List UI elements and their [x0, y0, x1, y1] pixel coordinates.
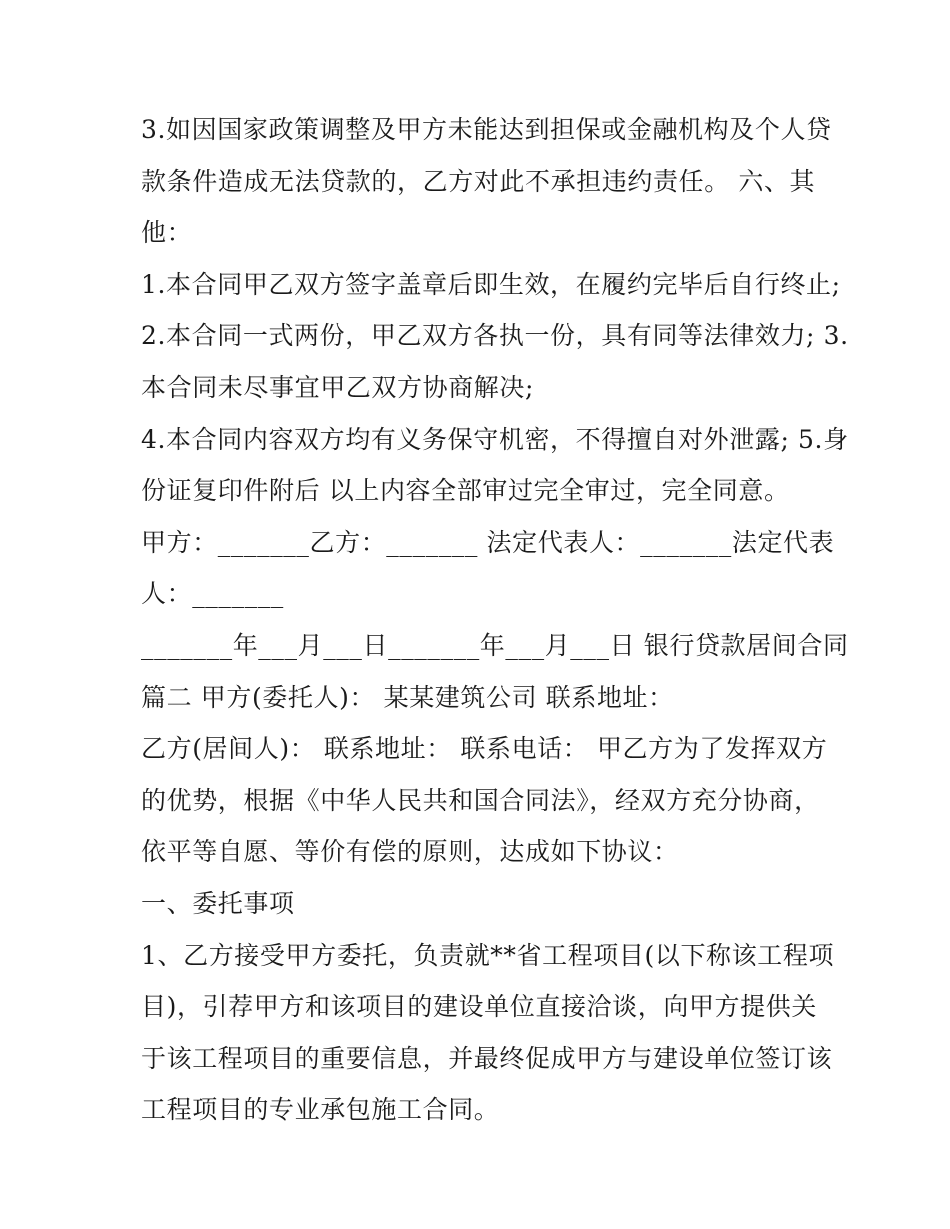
signature-line: 甲方：_______乙方：_______ 法定代表人：_______法定代表: [141, 527, 835, 557]
document-page: [141, 104, 849, 1136]
text-line: 乙方(居间人)： 联系地址： 联系电话： 甲乙方为了发挥双方: [141, 734, 828, 764]
text-line: 1.本合同甲乙双方签字盖章后即生效，在履约完毕后自行终止;: [141, 269, 841, 299]
text-line: 目)，引荐甲方和该项目的建设单位直接洽谈，向甲方提供关: [141, 992, 817, 1022]
text-line: 本合同未尽事宜甲乙双方协商解决;: [141, 372, 535, 402]
signature-line: 人：_______: [141, 579, 284, 609]
section-heading: 一、委托事项: [141, 888, 295, 918]
text-line: 他：: [141, 218, 193, 248]
text-line: 的优势，根据《中华人民共和国合同法》，经双方充分协商，: [141, 785, 820, 815]
text-line: 依平等自愿、等价有偿的原则，达成如下协议：: [141, 837, 679, 867]
text-line: 份证复印件附后 以上内容全部审过完全审过，完全同意。: [141, 476, 790, 506]
text-line: 工程项目的专业承包施工合同。: [141, 1095, 500, 1125]
text-line: 于该工程项目的重要信息，并最终促成甲方与建设单位签订该: [141, 1043, 833, 1073]
text-line: 1、乙方接受甲方委托，负责就**省工程项目(以下称该工程项: [141, 940, 835, 970]
text-line: 款条件造成无法贷款的，乙方对此不承担违约责任。 六、其: [141, 166, 816, 196]
date-line: _______年___月___日_______年___月___日 银行贷款居间合同: [141, 630, 849, 660]
text-line: 篇二 甲方(委托人)： 某某建筑公司 联系地址：: [141, 682, 674, 712]
text-line: 2.本合同一式两份，甲乙双方各执一份，具有同等法律效力; 3.: [141, 321, 849, 351]
text-line: 4.本合同内容双方均有义务保守机密，不得擅自对外泄露; 5.身: [141, 424, 849, 454]
text-line: 3.如因国家政策调整及甲方未能达到担保或金融机构及个人贷: [141, 115, 832, 144]
